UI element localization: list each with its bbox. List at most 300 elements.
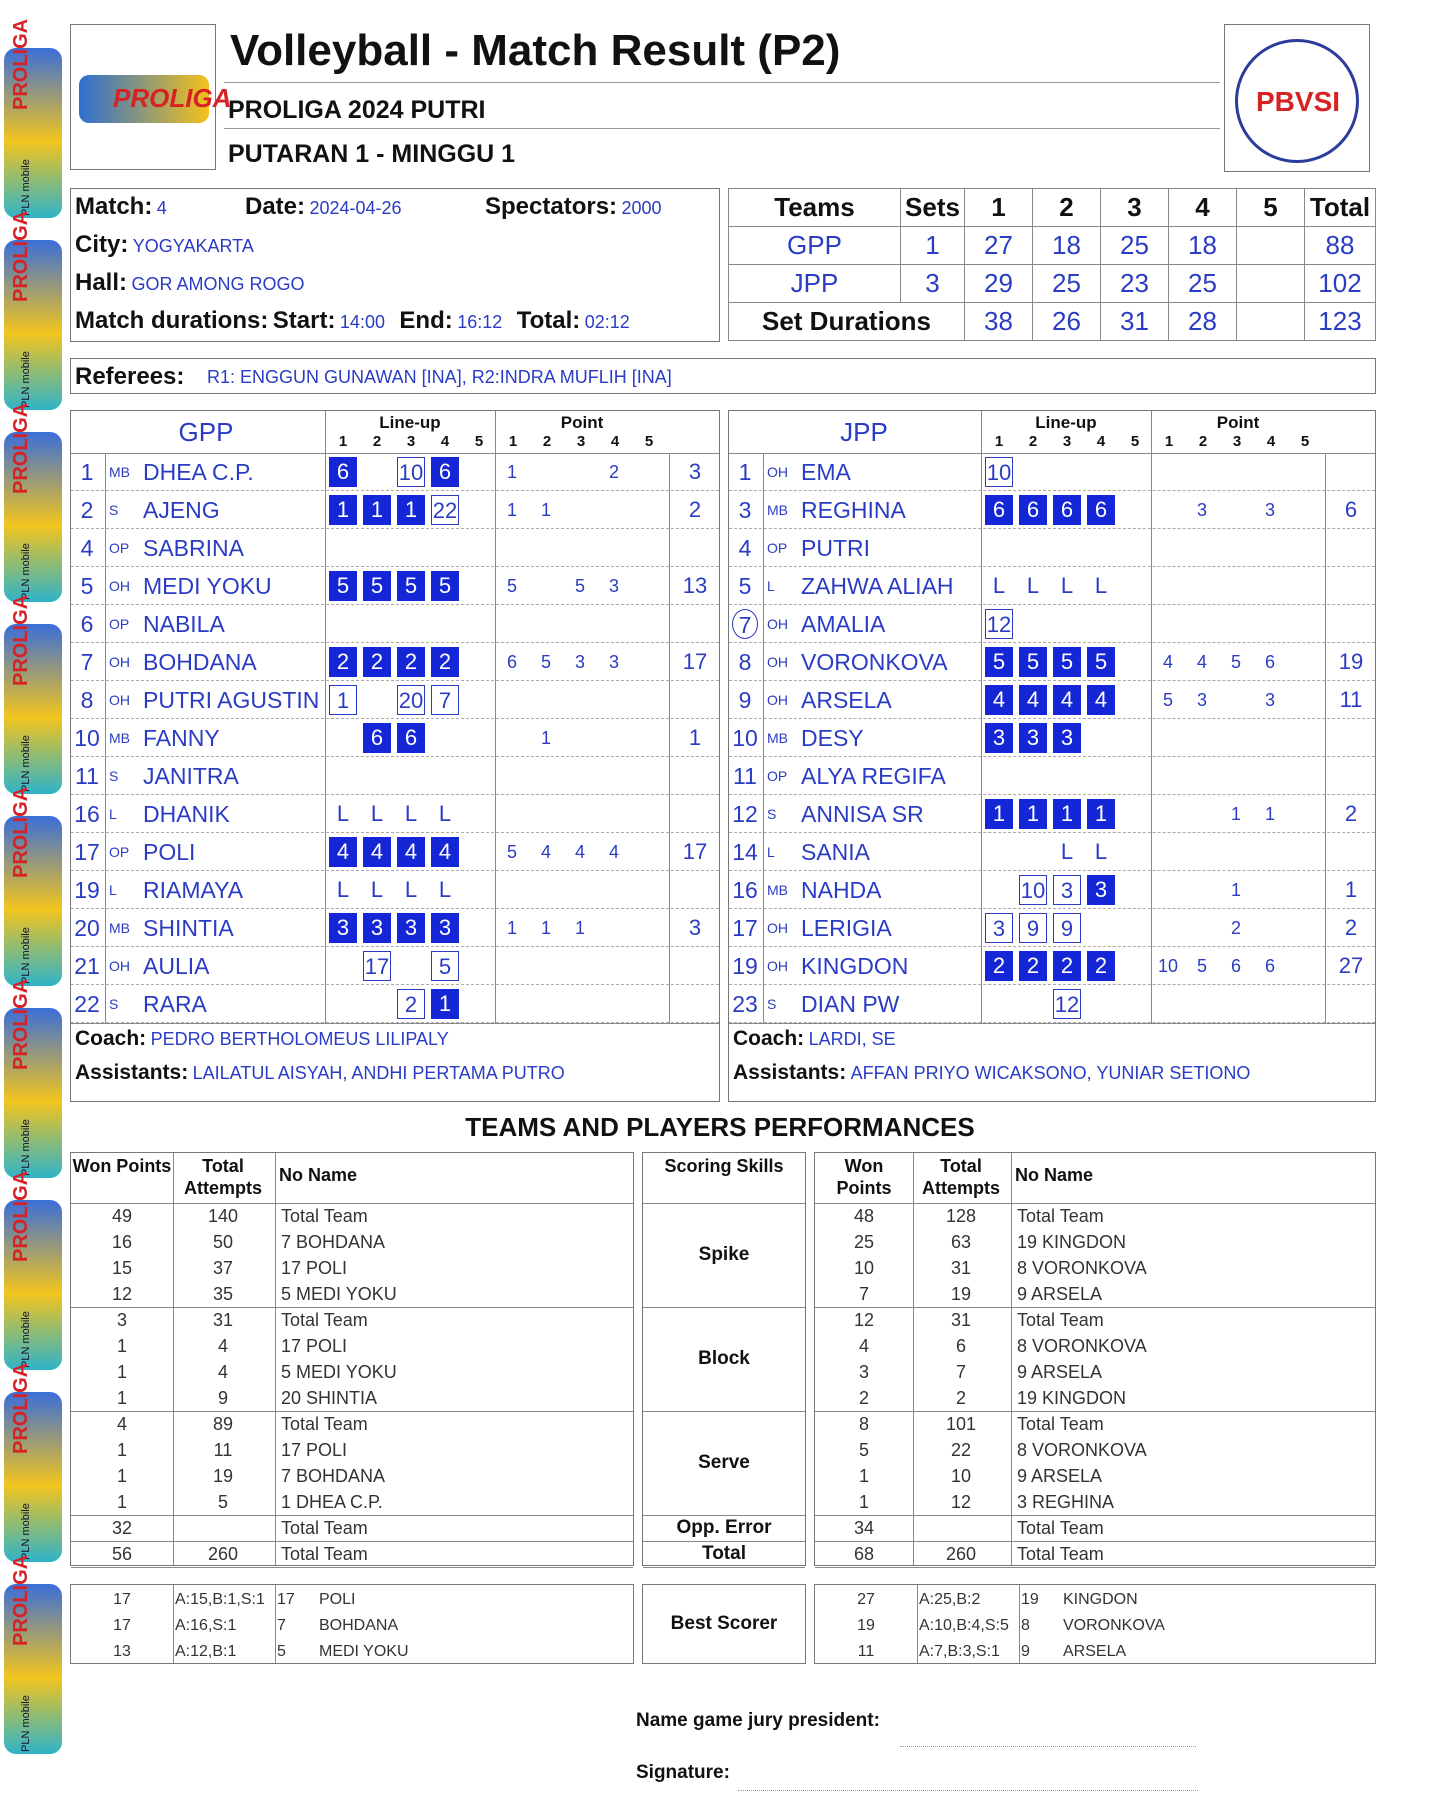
set-points: 4: [1196, 652, 1207, 672]
player-number: 19: [732, 953, 758, 979]
roster-row: [729, 605, 1375, 643]
lineup-position: 20: [397, 685, 425, 715]
total-attempts: 31: [950, 1310, 972, 1330]
performance-row: [815, 1255, 1375, 1281]
lineup-position: 6: [985, 495, 1013, 525]
performance-row: [815, 1359, 1375, 1385]
player-name: DHANIK: [143, 801, 230, 827]
lineup-position: 3: [985, 723, 1013, 753]
referees-value: R1: ENGGUN GUNAWAN [INA], R2:INDRA MUFLIH [INA]: [207, 367, 672, 387]
player-name: Total Team: [281, 1206, 368, 1226]
set-points: 1: [506, 500, 517, 520]
player-name: JANITRA: [143, 763, 239, 789]
lineup-position: L: [404, 801, 418, 826]
lineup-position: 10: [985, 457, 1013, 487]
referees-label: Referees:: [75, 363, 185, 390]
won-points: 1: [116, 1362, 127, 1382]
signature-label: Signature:: [636, 1762, 730, 1783]
match-date: Date: 2024-04-26: [245, 193, 402, 220]
lineup-position: 1: [329, 495, 357, 525]
total-attempts: 128: [945, 1206, 977, 1226]
total-attempts: 4: [217, 1362, 228, 1382]
assistants-names: LAILATUL AISYAH, ANDHI PERTAMA PUTRO: [192, 1063, 565, 1083]
performance-row: [71, 1281, 633, 1307]
proliga-strip-logo: [4, 1554, 62, 1754]
player-name: DIAN PW: [801, 991, 900, 1017]
player-name: 5 MEDI YOKU: [281, 1284, 397, 1304]
lineup-position: L: [1094, 839, 1108, 864]
proliga-strip-small: PLN mobile: [20, 735, 32, 792]
match-durations: Match durations: Start: 14:00 End: 16:12 Total: 02:12: [75, 307, 630, 334]
total-attempts: 63: [950, 1232, 972, 1252]
won-points: 4: [116, 1414, 127, 1434]
player-name: AMALIA: [801, 611, 886, 637]
player-name: 8 VORONKOVA: [1017, 1440, 1147, 1460]
set-points: 4: [1162, 652, 1173, 672]
total-attempts: 89: [212, 1414, 234, 1434]
performance-row: [71, 1515, 633, 1541]
score-header: 5: [1237, 189, 1305, 227]
player-name: RIAMAYA: [143, 877, 244, 903]
pbvsi-logo-text: PBVSI: [1256, 86, 1341, 117]
won-points: 8: [858, 1414, 869, 1434]
total-points: 2: [1344, 915, 1358, 940]
best-scorer-row: [71, 1639, 633, 1665]
scoring-skill-label: Total: [702, 1543, 746, 1564]
total-attempts: 35: [212, 1284, 234, 1304]
lineup-position: L: [336, 801, 350, 826]
player-number: 14: [732, 839, 758, 865]
player-position: MB: [767, 882, 788, 898]
player-number: 17: [732, 915, 758, 941]
score-header: 2: [1033, 189, 1101, 227]
scoring-skill-label: Block: [698, 1348, 750, 1369]
roster-row: [71, 985, 719, 1023]
lineup-position: 2: [397, 647, 425, 677]
lineup-position: 4: [1019, 685, 1047, 715]
score-header-row: [729, 189, 1376, 227]
total-points: 19: [1338, 649, 1364, 674]
player-position: MB: [109, 730, 130, 746]
lineup-position: 5: [1019, 647, 1047, 677]
proliga-strip-small: PLN mobile: [20, 543, 32, 600]
best-scorer-row: [815, 1639, 1375, 1665]
score-cell: GPP: [729, 227, 901, 265]
won-points: 15: [111, 1258, 133, 1278]
proliga-strip-small: PLN mobile: [20, 1119, 32, 1176]
lineup-position: L: [438, 801, 452, 826]
player-position: OH: [767, 692, 788, 708]
player-name: Total Team: [1017, 1206, 1104, 1226]
won-points: 3: [116, 1310, 127, 1330]
proliga-strip-logo: [4, 594, 62, 794]
roster-row: [71, 681, 719, 719]
point-set-number: 2: [1198, 433, 1208, 450]
roster-row: [729, 757, 1375, 795]
score-cell: [1237, 227, 1305, 265]
player-name: Total Team: [1017, 1414, 1104, 1434]
best-scorer-label: Best Scorer: [670, 1613, 778, 1634]
performance-row: [71, 1489, 633, 1515]
player-number: 5: [80, 573, 94, 599]
player-number: 3: [738, 497, 752, 523]
total-points: 6: [1344, 497, 1358, 522]
total-attempts: 9: [217, 1388, 228, 1408]
point-header: Point: [560, 413, 604, 432]
best-breakdown: A:25,B:2: [919, 1591, 981, 1608]
lineup-position: 4: [431, 837, 459, 867]
lineup-position: 1: [1053, 799, 1081, 829]
proliga-strip-logo: [4, 1170, 62, 1370]
lineup-position: 5: [397, 571, 425, 601]
score-cell: 18: [1169, 227, 1237, 265]
lineup-set-number: 4: [1096, 433, 1106, 450]
best-breakdown: A:16,S:1: [175, 1617, 237, 1634]
set-points: 1: [540, 500, 551, 520]
score-row-home: [729, 227, 1376, 265]
lineup-set-number: 3: [406, 433, 416, 450]
player-name: AJENG: [143, 497, 220, 523]
player-name: DHEA C.P.: [143, 459, 254, 485]
score-cell: 1: [901, 227, 965, 265]
set-points: 5: [1230, 652, 1241, 672]
set-points: 3: [574, 652, 585, 672]
roster-row: [729, 871, 1375, 909]
proliga-strip-small: PLN mobile: [20, 1311, 32, 1368]
best-points: 13: [113, 1643, 131, 1660]
point-header: Point: [1216, 413, 1260, 432]
point-set-number: 5: [1300, 433, 1310, 450]
player-number: 11: [75, 763, 99, 789]
score-cell: 25: [1101, 227, 1169, 265]
player-name: Total Team: [1017, 1518, 1104, 1538]
proliga-strip-logo: [4, 18, 62, 218]
lineup-set-number: 2: [1028, 433, 1038, 450]
player-number: 11: [733, 763, 757, 789]
won-points: 2: [858, 1388, 869, 1408]
lineup-position: 6: [363, 723, 391, 753]
lineup-set-number: 4: [440, 433, 450, 450]
roster-home: [70, 410, 720, 1102]
roster-row: [71, 719, 719, 757]
scoring-skill-label: Serve: [698, 1452, 750, 1473]
performance-row: [815, 1437, 1375, 1463]
proliga-strip-logo: [4, 210, 62, 410]
roster-row: [729, 947, 1375, 985]
performance-row: [815, 1385, 1375, 1411]
won-points: 1: [858, 1492, 869, 1512]
player-number: 22: [74, 991, 100, 1017]
set-points: 6: [1230, 956, 1241, 976]
proliga-logo: [79, 75, 232, 123]
player-number: 4: [738, 535, 752, 561]
proliga-strip-text: PROLIGA: [10, 786, 32, 878]
won-points: 68: [853, 1544, 875, 1564]
lineup-position: 3: [1053, 723, 1081, 753]
player-name: Total Team: [281, 1310, 368, 1330]
performance-row: [815, 1281, 1375, 1307]
set-points: 1: [540, 918, 551, 938]
player-name: Total Team: [281, 1414, 368, 1434]
set-points: 1: [506, 918, 517, 938]
player-number: 1: [738, 459, 752, 485]
point-set-number: 5: [644, 433, 654, 450]
total-points: 2: [1344, 801, 1358, 826]
player-number: 9: [738, 687, 752, 713]
best-scorer-away: [814, 1584, 1376, 1664]
player-name: 9 ARSELA: [1017, 1466, 1103, 1486]
pbvsi-logo: [1235, 39, 1359, 163]
player-name: 7 BOHDANA: [281, 1466, 386, 1486]
player-name: SANIA: [801, 839, 871, 865]
lineup-position: 7: [431, 685, 459, 715]
set-duration-cell: 26: [1033, 303, 1101, 341]
point-set-number: 4: [610, 433, 620, 450]
score-header: Sets: [901, 189, 965, 227]
roster-row: [71, 757, 719, 795]
score-cell: 25: [1169, 265, 1237, 303]
total-attempts: 31: [212, 1310, 234, 1330]
player-position: OH: [767, 616, 788, 632]
performance-row: [71, 1359, 633, 1385]
lineup-position: 6: [397, 723, 425, 753]
won-points: 1: [116, 1492, 127, 1512]
proliga-strip-small: PLN mobile: [20, 927, 32, 984]
roster-row: [729, 833, 1375, 871]
won-points: 1: [116, 1466, 127, 1486]
lineup-position: L: [1060, 573, 1074, 598]
referees-box: [70, 358, 1376, 394]
performance-row: [815, 1307, 1375, 1333]
player-name: RARA: [143, 991, 207, 1017]
player-position: MB: [767, 730, 788, 746]
set-points: 6: [1264, 956, 1275, 976]
set-durations-label: Set Durations: [729, 303, 965, 341]
lineup-set-number: 3: [1062, 433, 1072, 450]
match-number: Match: 4: [75, 193, 167, 220]
proliga-strip-logo: [4, 978, 62, 1178]
player-name: EMA: [801, 459, 851, 485]
roster-row: [71, 909, 719, 947]
performance-group-divider: [643, 1567, 805, 1568]
player-position: OP: [767, 540, 788, 556]
set-points: 5: [506, 842, 517, 862]
lineup-position: 3: [329, 913, 357, 943]
point-set-number: 4: [1266, 433, 1276, 450]
set-points: 1: [540, 728, 551, 748]
player-name: 5 MEDI YOKU: [281, 1362, 397, 1382]
player-position: S: [767, 806, 777, 822]
player-number: 7: [80, 649, 94, 675]
total-attempts: 37: [212, 1258, 234, 1278]
set-points: 4: [608, 842, 619, 862]
lineup-position: 1: [329, 685, 357, 715]
won-points: 1: [116, 1440, 127, 1460]
set-points: 5: [540, 652, 551, 672]
set-points: 5: [1162, 690, 1173, 710]
player-name: 3 REGHINA: [1017, 1492, 1115, 1512]
player-position: L: [109, 806, 117, 822]
no-name-header: No Name: [279, 1165, 358, 1185]
roster-team-name: GPP: [178, 417, 234, 447]
match-hall: Hall: GOR AMONG ROGO: [75, 269, 305, 296]
player-name: BOHDANA: [143, 649, 257, 675]
set-points: 5: [574, 576, 585, 596]
signature-line[interactable]: [738, 1790, 1198, 1791]
lineup-position: 10: [397, 457, 425, 487]
best-breakdown: A:15,B:1,S:1: [175, 1591, 265, 1608]
player-position: OH: [109, 692, 130, 708]
total-attempts: 2: [955, 1388, 966, 1408]
lineup-position: L: [1094, 573, 1108, 598]
player-number: 17: [74, 839, 100, 865]
player-number: 8: [738, 649, 752, 675]
jury-president-line[interactable]: [900, 1746, 1196, 1747]
player-name: KINGDON: [801, 953, 909, 979]
performance-home: [70, 1152, 634, 1566]
performance-skills: [642, 1152, 806, 1566]
proliga-logo-text: PROLIGA: [113, 83, 232, 113]
lineup-position: 1: [431, 989, 459, 1019]
set-points: 1: [574, 918, 585, 938]
won-points: 32: [111, 1518, 133, 1538]
performance-row: [71, 1203, 633, 1229]
player-name: 19 KINGDON: [1017, 1232, 1127, 1252]
lineup-position: 4: [1053, 685, 1081, 715]
performance-row: [815, 1333, 1375, 1359]
best-breakdown: A:10,B:4,S:5: [919, 1617, 1009, 1634]
performance-row: [815, 1463, 1375, 1489]
player-name: LERIGIA: [801, 915, 892, 941]
lineup-position: 6: [329, 457, 357, 487]
player-name: 7 BOHDANA: [281, 1232, 386, 1252]
pbvsi-logo-box: [1224, 24, 1370, 172]
player-name: Total Team: [281, 1518, 368, 1538]
coach-label: Coach:: [733, 1027, 805, 1050]
lineup-position: 2: [397, 989, 425, 1019]
player-name: 8 VORONKOVA: [1017, 1336, 1147, 1356]
match-info-box: [70, 188, 720, 342]
lineup-position: 17: [363, 951, 391, 981]
score-header: 4: [1169, 189, 1237, 227]
roster-row: [729, 985, 1375, 1023]
coach-divider: [71, 1023, 719, 1024]
coach-label: Coach:: [75, 1027, 147, 1050]
set-points: 2: [1230, 918, 1241, 938]
won-points: 1: [116, 1388, 127, 1408]
won-points: 48: [853, 1206, 875, 1226]
proliga-strip-text: PROLIGA: [10, 402, 32, 494]
performance-row: [71, 1463, 633, 1489]
won-points: 1: [116, 1336, 127, 1356]
won-points: 7: [858, 1284, 869, 1304]
player-name: AULIA: [143, 953, 210, 979]
player-name: 1 DHEA C.P.: [281, 1492, 383, 1512]
won-points: 1: [858, 1466, 869, 1486]
lineup-position: L: [404, 877, 418, 902]
set-points: 6: [1264, 652, 1275, 672]
best-name: KINGDON: [1063, 1591, 1138, 1608]
lineup-position: L: [992, 573, 1006, 598]
lineup-position: 9: [1019, 913, 1047, 943]
player-position: MB: [109, 464, 130, 480]
roster-row: [729, 795, 1375, 833]
lineup-position: 10: [1019, 875, 1047, 905]
total-attempts: 5: [217, 1492, 228, 1512]
roster-row: [729, 567, 1375, 605]
player-position: OH: [109, 654, 130, 670]
won-points: 16: [111, 1232, 133, 1252]
score-cell: [1237, 265, 1305, 303]
player-number: 10: [74, 725, 100, 751]
player-position: L: [767, 578, 775, 594]
won-points: 12: [111, 1284, 133, 1304]
lineup-position: L: [370, 801, 384, 826]
proliga-strip-logo: [4, 1362, 62, 1562]
roster-row: [71, 833, 719, 871]
player-position: S: [767, 996, 777, 1012]
performance-row: [71, 1411, 633, 1437]
roster-row: [71, 529, 719, 567]
lineup-set-number: 1: [338, 433, 348, 450]
lineup-position: L: [370, 877, 384, 902]
best-points: 17: [113, 1591, 131, 1608]
scoring-skills-header: Scoring Skills: [664, 1156, 784, 1176]
best-points: 17: [113, 1617, 131, 1634]
lineup-set-number: 1: [994, 433, 1004, 450]
performance-row: [71, 1333, 633, 1359]
best-scorer-row: [815, 1587, 1375, 1613]
set-points: 10: [1157, 956, 1179, 976]
won-points: 49: [111, 1206, 133, 1226]
roster-row: [729, 491, 1375, 529]
player-name: POLI: [143, 839, 196, 865]
total-points: 2: [688, 497, 702, 522]
lineup-set-number: 2: [372, 433, 382, 450]
total-points: 27: [1338, 953, 1364, 978]
total-points: 3: [688, 915, 702, 940]
best-name: BOHDANA: [319, 1617, 399, 1634]
set-points: 1: [1230, 804, 1241, 824]
assistants-line: [733, 1061, 1250, 1085]
best-scorer-home: [70, 1584, 634, 1664]
player-number: 6: [80, 611, 94, 637]
lineup-position: 6: [1053, 495, 1081, 525]
lineup-position: L: [336, 877, 350, 902]
roster-row: [729, 643, 1375, 681]
player-position: L: [109, 882, 117, 898]
player-position: OH: [767, 464, 788, 480]
player-name: Total Team: [1017, 1310, 1104, 1330]
lineup-position: 1: [397, 495, 425, 525]
set-points: 1: [1264, 804, 1275, 824]
lineup-position: L: [438, 877, 452, 902]
score-cell: 25: [1033, 265, 1101, 303]
league-name: PROLIGA 2024 PUTRI: [228, 96, 486, 124]
player-number: 2: [80, 497, 94, 523]
set-points: 3: [608, 652, 619, 672]
performance-away: [814, 1152, 1376, 1566]
player-name: FANNY: [143, 725, 220, 751]
lineup-position: 6: [431, 457, 459, 487]
roster-row: [729, 909, 1375, 947]
best-breakdown: A:12,B:1: [175, 1643, 237, 1660]
total-attempts: 19: [212, 1466, 234, 1486]
player-name: 8 VORONKOVA: [1017, 1258, 1147, 1278]
player-position: OP: [109, 540, 130, 556]
performance-row: [71, 1255, 633, 1281]
total-points: 13: [682, 573, 708, 598]
